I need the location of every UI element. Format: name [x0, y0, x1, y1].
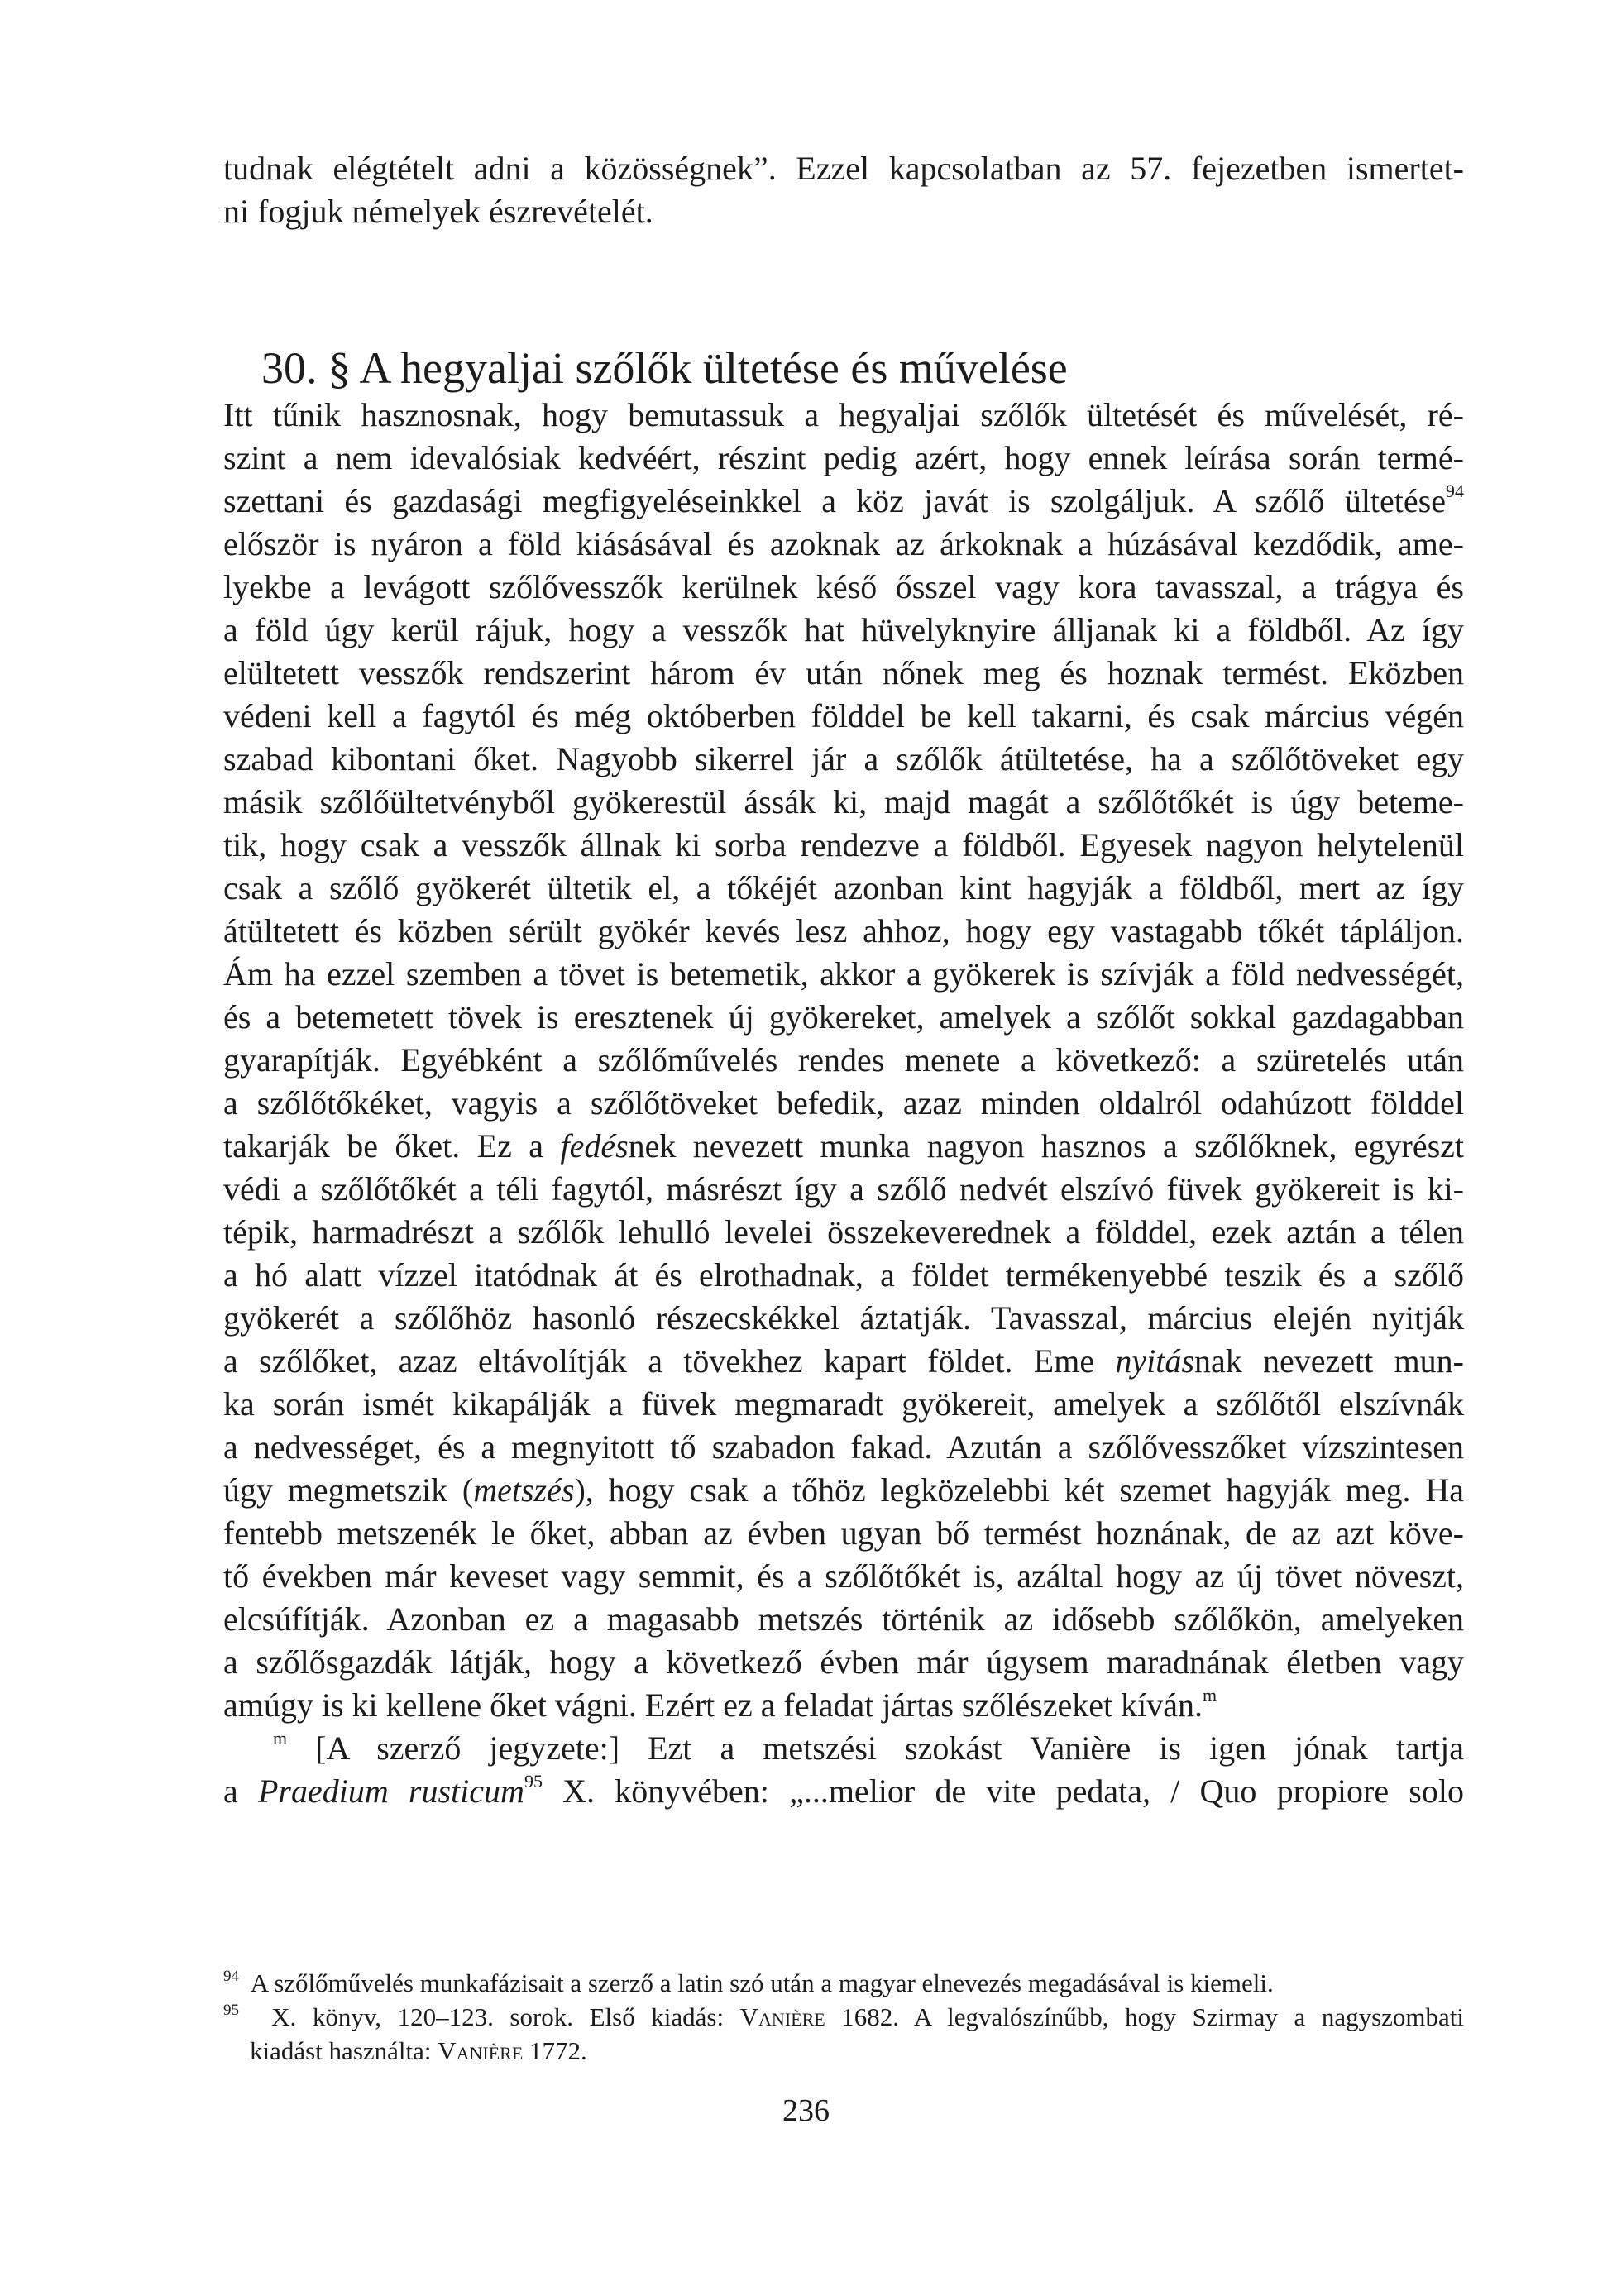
- text-line: [223, 1125, 1464, 1168]
- text-line: csak a szőlő gyökerét ültetik el, a tőkéjét azonban kint hagyják a földből, mert az így: [223, 869, 1464, 906]
- footnote-94: [223, 1966, 1464, 2000]
- book-title: Praedium rusticum: [257, 1772, 524, 1810]
- text-line: gyarapítják. Egyébként a szőlőművelés rendes menete a következő: a szüretelés után: [223, 1041, 1464, 1079]
- text-line: tő években már keveset vagy semmit, és a szőlőtőkét is, azáltal hogy az új tövet növeszt,: [223, 1557, 1464, 1595]
- text-line: másik szőlőültetvényből gyökerestül ássák ki, majd magát a szőlőtőkét is úgy beteme-: [223, 783, 1464, 820]
- text-line: lyekbe a levágott szőlővesszők kerülnek késő ősszel vagy kora tavasszal, a trágya és: [223, 568, 1464, 605]
- text-segment: úgy megmetszik (: [223, 1471, 474, 1509]
- text-line: elültetett vesszők rendszerint három év után nőnek meg és hoznak termést. Eközben: [223, 654, 1464, 691]
- text-segment: nak nevezett mun-: [1193, 1342, 1465, 1380]
- footnote-text: A szőlőművelés munkafázisait a szerző a latin szó után a magyar elnevezés megadásával is kiemeli.: [250, 1968, 1274, 1997]
- text-line: a hó alatt vízzel itatódnak át és elrothadnak, a földet termékenyebbé teszik és a szőlő: [223, 1256, 1464, 1294]
- note-marker-m: m: [273, 1728, 288, 1748]
- text-line: fentebb metszenék le őket, abban az évben ugyan bő termést hoznának, de az azt köve-: [223, 1514, 1464, 1552]
- text-segment: ), hogy csak a tőhöz legközelebbi két szemet hagyják meg. Ha: [574, 1471, 1464, 1509]
- text-segment: a szőlőket, azaz eltávolítják a tövekhez kapart földet. Eme: [223, 1342, 1116, 1380]
- text-line: tépik, harmadrészt a szőlők lehulló levelei összekeverednek a földdel, ezek aztán a télen: [223, 1213, 1464, 1251]
- text-line: védeni kell a fagytól és még októberben földdel be kell takarni, és csak március végén: [223, 697, 1464, 734]
- text-line: tudnak elégtételt adni a közösségnek”. Ezzel kapcsolatban az 57. fejezetben ismertet-: [223, 150, 1464, 187]
- footnote-ref-94[interactable]: 94: [1446, 481, 1464, 501]
- opening-paragraph: [223, 147, 1464, 233]
- text-line: a föld úgy kerül rájuk, hogy a vesszők hat hüvelyknyire álljanak ki a földből. Az így: [223, 611, 1464, 648]
- footnote-text: 1772.: [523, 2036, 587, 2065]
- text-line: [223, 1727, 1464, 1770]
- text-line: elcsúfítják. Azonban ez a magasabb metszés történik az idősebb szőlőkön, amelyeken: [223, 1600, 1464, 1638]
- section-heading: 30. § A hegyaljai szőlők ültetése és művelése: [261, 343, 1068, 393]
- term-nyitas: nyitás: [1115, 1342, 1194, 1380]
- text-line: tik, hogy csak a vesszők állnak ki sorba rendezve a földből. Egyesek nagyon helytelenül: [223, 826, 1464, 863]
- text-line: szabad kibontani őket. Nagyobb sikerrel jár a szőlők átültetése, ha a szőlőtöveket egy: [223, 740, 1464, 777]
- text-line: [223, 1469, 1464, 1512]
- text-line: [223, 480, 1464, 523]
- text-segment: szettani és gazdasági megfigyeléseinkkel a köz javát is szolgáljuk. A szőlő ültetése: [223, 482, 1446, 519]
- footnote-number: 94: [223, 1968, 239, 1985]
- text-segment: [A szerző jegyzete:] Ezt a metszési szokást Vanière is igen jónak tartja: [315, 1729, 1465, 1767]
- body-paragraph: [223, 394, 1464, 1727]
- page-content: [223, 147, 1464, 1813]
- author-name: Vanière: [739, 2002, 825, 2031]
- footnote-number: 95: [223, 2002, 239, 2019]
- term-metszes: metszés: [473, 1471, 575, 1509]
- text-line: [223, 1684, 1464, 1727]
- text-line: ka során ismét kikapálják a füvek megmaradt gyökereit, amelyek a szőlőtől elszívnák: [223, 1385, 1464, 1423]
- text-line: gyökerét a szőlőhöz hasonló részecskékkel áztatják. Tavasszal, március elején nyitják: [223, 1299, 1464, 1337]
- footnote-95-continued: [223, 2034, 1464, 2068]
- note-ref-m[interactable]: m: [1202, 1685, 1217, 1705]
- text-line: védi a szőlőtőkét a téli fagytól, másrészt így a szőlő nedvét elszívó füvek gyökereit is ki-: [223, 1170, 1464, 1208]
- text-segment: takarják be őket. Ez a: [223, 1127, 561, 1165]
- text-line: átültetett és közben sérült gyökér kevés lesz ahhoz, hogy egy vastagabb tőkét tápláljon.: [223, 912, 1464, 949]
- page-number: 236: [782, 2093, 830, 2128]
- text-line: [223, 1770, 1464, 1813]
- text-line: [223, 1340, 1464, 1383]
- text-segment: amúgy is ki kellene őket vágni. Ezért ez a feladat jártas szőlészeket kíván.: [223, 1686, 1203, 1724]
- text-line: szint a nem idevalósiak kedvéért, részint pedig azért, hogy ennek leírása során termé-: [223, 439, 1464, 476]
- author-name: Vanière: [438, 2036, 524, 2065]
- text-line: és a betemetett tövek is eresztenek új gyökereket, amelyek a szőlőt sokkal gazdagabban: [223, 998, 1464, 1036]
- text-line: először is nyáron a föld kiásásával és azoknak az árkoknak a húzásával kezdődik, ame-: [223, 525, 1464, 562]
- text-line: ni fogjuk némelyek észrevételét.: [223, 193, 653, 230]
- text-line: a szőlőtőkéket, vagyis a szőlőtöveket befedik, azaz minden oldalról odahúzott földdel: [223, 1084, 1464, 1122]
- footnotes: [223, 1966, 1464, 2068]
- text-segment: X. könyvében: „...melior de vite pedata, / Quo propiore solo: [542, 1772, 1464, 1810]
- text-segment: a: [223, 1772, 258, 1810]
- footnote-text: X. könyv, 120–123. sorok. Első kiadás:: [271, 2002, 740, 2031]
- footnote-95: [223, 2000, 1464, 2034]
- term-fedes: fedés: [560, 1127, 629, 1165]
- text-segment: nek nevezett munka nagyon hasznos a szőlőknek, egyrészt: [628, 1127, 1464, 1165]
- author-note: [223, 1727, 1464, 1813]
- text-line: a szőlősgazdák látják, hogy a következő évben már úgysem maradnának életben vagy: [223, 1643, 1464, 1681]
- footnote-ref-95[interactable]: 95: [524, 1771, 543, 1791]
- footnote-text: 1682. A legvalószínűbb, hogy Szirmay a nagyszombati: [825, 2002, 1464, 2031]
- text-line: Itt tűnik hasznosnak, hogy bemutassuk a hegyaljai szőlők ültetését és művelését, ré-: [223, 396, 1464, 433]
- footnote-text: kiadást használta:: [250, 2036, 438, 2065]
- text-line: a nedvességet, és a megnyitott tő szabadon fakad. Azután a szőlővesszőket vízszintesen: [223, 1428, 1464, 1466]
- text-line: Ám ha ezzel szemben a tövet is betemetik, akkor a gyökerek is szívják a föld nedvességét,: [223, 955, 1464, 993]
